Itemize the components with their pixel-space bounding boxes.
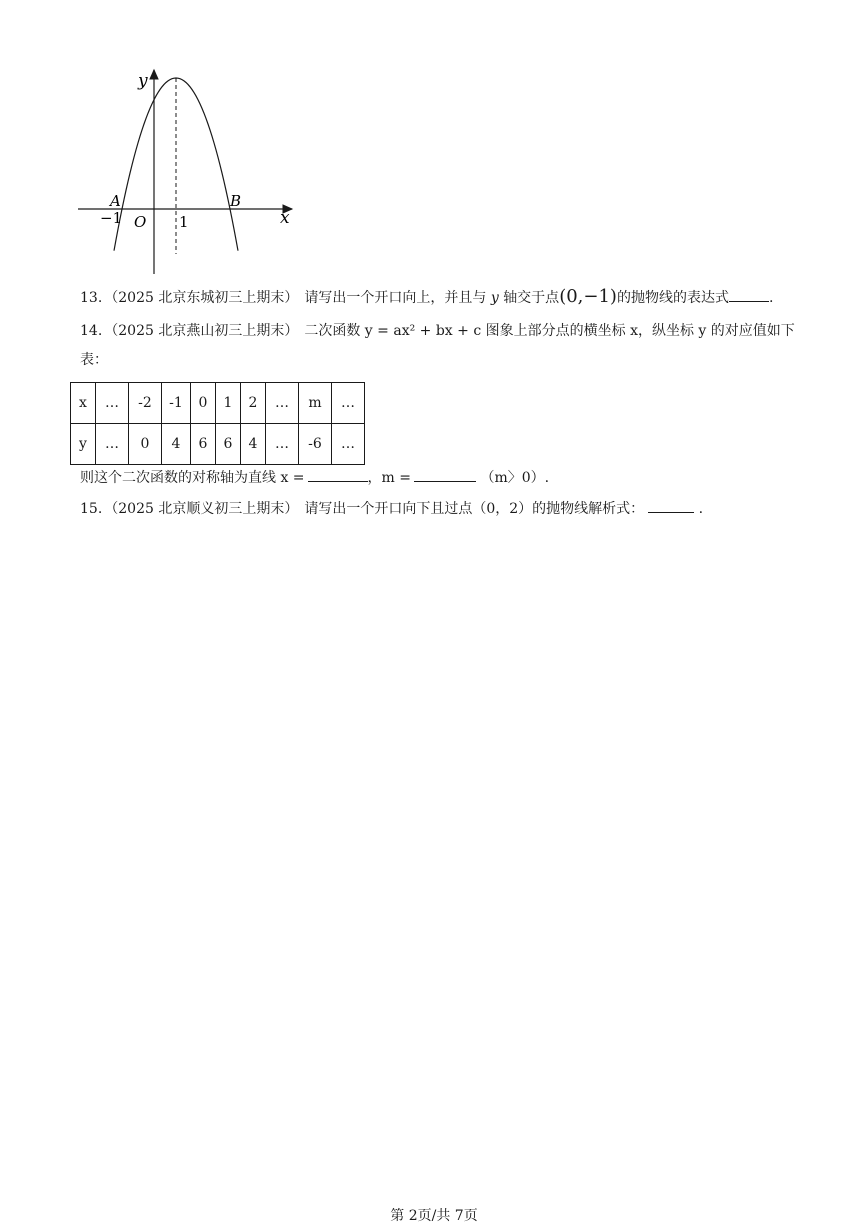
question-13 <box>80 287 773 308</box>
point-a-label: A <box>110 192 121 210</box>
table-cell: … <box>266 383 299 424</box>
question-text: 二次函数 y = ax² + bx + c 图象上部分点的横坐标 x，纵坐标 y 的对应值如下 <box>304 323 795 339</box>
question-number: 13. <box>80 290 103 306</box>
question-14-line2 <box>80 350 108 370</box>
point-coordinates: (0,−1) <box>559 286 617 307</box>
table-cell: 0 <box>191 383 216 424</box>
question-end: . <box>768 290 774 306</box>
answer-blank[interactable] <box>648 498 694 513</box>
y-axis-label: y <box>138 71 148 91</box>
page-footer <box>0 1205 868 1225</box>
question-text: 请写出一个开口向下且过点（0，2）的抛物线解析式： <box>304 501 645 517</box>
table-cell: 0 <box>129 424 162 465</box>
table-cell: 6 <box>216 424 241 465</box>
tick-label-1: 1 <box>179 213 189 231</box>
table-cell: x <box>71 383 96 424</box>
table-cell: … <box>332 383 365 424</box>
answer-blank-m[interactable] <box>414 467 476 482</box>
table-cell: 2 <box>241 383 266 424</box>
question-number: 14. <box>80 323 103 339</box>
table-cell: -6 <box>299 424 332 465</box>
table-cell: 6 <box>191 424 216 465</box>
answer-blank[interactable] <box>729 287 769 302</box>
table-cell: … <box>96 424 129 465</box>
table-cell: -2 <box>129 383 162 424</box>
tick-label-neg1: −1 <box>100 209 123 227</box>
table-cell: … <box>332 424 365 465</box>
table-cell: 1 <box>216 383 241 424</box>
question-text: 则这个二次函数的对称轴为直线 x = <box>80 470 305 486</box>
table-row <box>71 424 365 465</box>
question-text: 的抛物线的表达式 <box>616 290 729 306</box>
question-text: （m〉0）. <box>480 470 550 486</box>
question-14 <box>80 321 795 341</box>
question-text: 表： <box>80 352 108 368</box>
question-text: 请写出一个开口向上，并且与 <box>304 290 487 306</box>
question-number: 15. <box>80 501 103 517</box>
table-cell: … <box>96 383 129 424</box>
point-b-label: B <box>230 192 242 210</box>
question-end: . <box>698 501 704 517</box>
table-cell: -1 <box>162 383 191 424</box>
table-cell: y <box>71 424 96 465</box>
question-text: ，m = <box>367 470 411 486</box>
parabola-figure <box>70 60 310 280</box>
table-row <box>71 383 365 424</box>
question-15 <box>80 498 703 519</box>
origin-label: O <box>134 213 147 231</box>
answer-blank-axis[interactable] <box>308 467 368 482</box>
question-14-answer <box>80 467 549 488</box>
question-source: （2025 北京东城初三上期末） <box>104 290 299 306</box>
question-text: 轴交于点 <box>503 290 560 306</box>
table-cell: 4 <box>162 424 191 465</box>
page-number: 第 2页/共 7页 <box>390 1208 478 1224</box>
question-source: （2025 北京顺义初三上期末） <box>104 501 299 517</box>
x-axis-label: x <box>280 208 290 228</box>
question-source: （2025 北京燕山初三上期末） <box>104 323 299 339</box>
value-table <box>70 382 365 465</box>
variable-y: y <box>490 290 499 306</box>
table-cell: … <box>266 424 299 465</box>
table-cell: m <box>299 383 332 424</box>
table-cell: 4 <box>241 424 266 465</box>
